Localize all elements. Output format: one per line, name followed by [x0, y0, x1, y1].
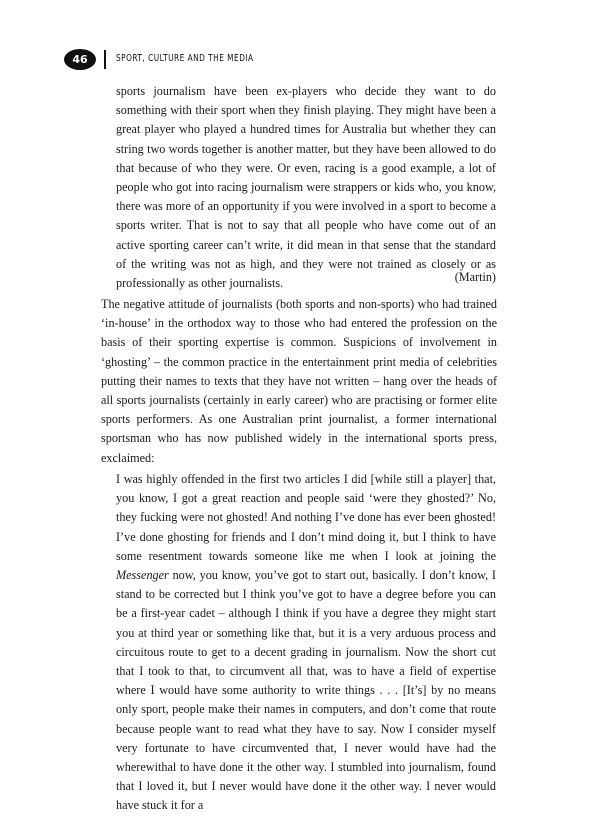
block-quote-martin [116, 82, 496, 293]
quote-text-after: now, you know, you’ve got to start out, basically. I don’t know, I stand to be corrected but I think you’ve got to have a degree before you can be a first-year cadet – although I think if you have a degree they might start you at third year or something like that, but it is a very arduous process and circuitous route to get to a decent grading in journalism. Now the short cut that I took to that, to circumvent all that, was to have a field of expertise where I would have some authority to write things . . . [It’s] by no means only sport, people make their names in computers, and don’t come that route because people want to read what they have to say. Now I consider myself very fortunate to have circumvented that, I never would have had the wherewithal to have done it the other way. I stumbled into journalism, found that I loved it, but I never would have done it the other way. I never would have stuck it for a [116, 568, 496, 813]
header-divider [104, 50, 106, 69]
quote-text-before: I was highly offended in the first two articles I did [while still a player] that, you know, I got a great reaction and people said ‘were they ghosted?’ No, they fucking were not ghosted! And nothing I’ve done has ever been ghosted! I’ve done ghosting for friends and I don’t mind doing it, but I think to have some resentment towards someone like me when I look at joining the [116, 472, 496, 563]
quote-paragraph-2 [116, 470, 496, 816]
page-number-badge: 46 [64, 49, 96, 70]
publication-title: Messenger [116, 568, 169, 583]
body-paragraph [101, 295, 497, 468]
body-paragraph-text: The negative attitude of journalists (both sports and non-sports) who had trained ‘in-house’ in the orthodox way to those who had entered the profession on the basis of their sporting expertise is common. Suspicions of involvement in ‘ghosting’ – the common practice in the entertainment print media of celebrities putting their names to texts that they have not written – hang over the heads of all sports journalists (certainly in early career) who are practising or former elite sports performers. As one Australian print journalist, a former international sportsman who has now published widely in the international sports press, exclaimed: [101, 297, 497, 465]
running-head: SPORT, CULTURE AND THE MEDIA [116, 53, 254, 64]
quote-attribution: (Martin) [454, 270, 496, 284]
block-quote-sportsman [116, 470, 496, 816]
page-header [64, 49, 524, 71]
quote-paragraph: sports journalism have been ex-players who decide they want to do something with their sport when they finish playing. They might have been a great player who played a hundred times for Australia but whether they can string two words together is another matter, but they have been allowed to do that because of who they were. Or even, racing is a good example, a lot of people who got into racing journalism were strappers or kids who, you know, there was more of an opportunity if you were involved in a sport to become a sports writer. That is not to say that all people who have come out of an active sporting career can’t write, it did mean in that sense that the standard of the writing was not as high, and they were not trained as closely or as professionally as other journalists. [116, 84, 496, 291]
